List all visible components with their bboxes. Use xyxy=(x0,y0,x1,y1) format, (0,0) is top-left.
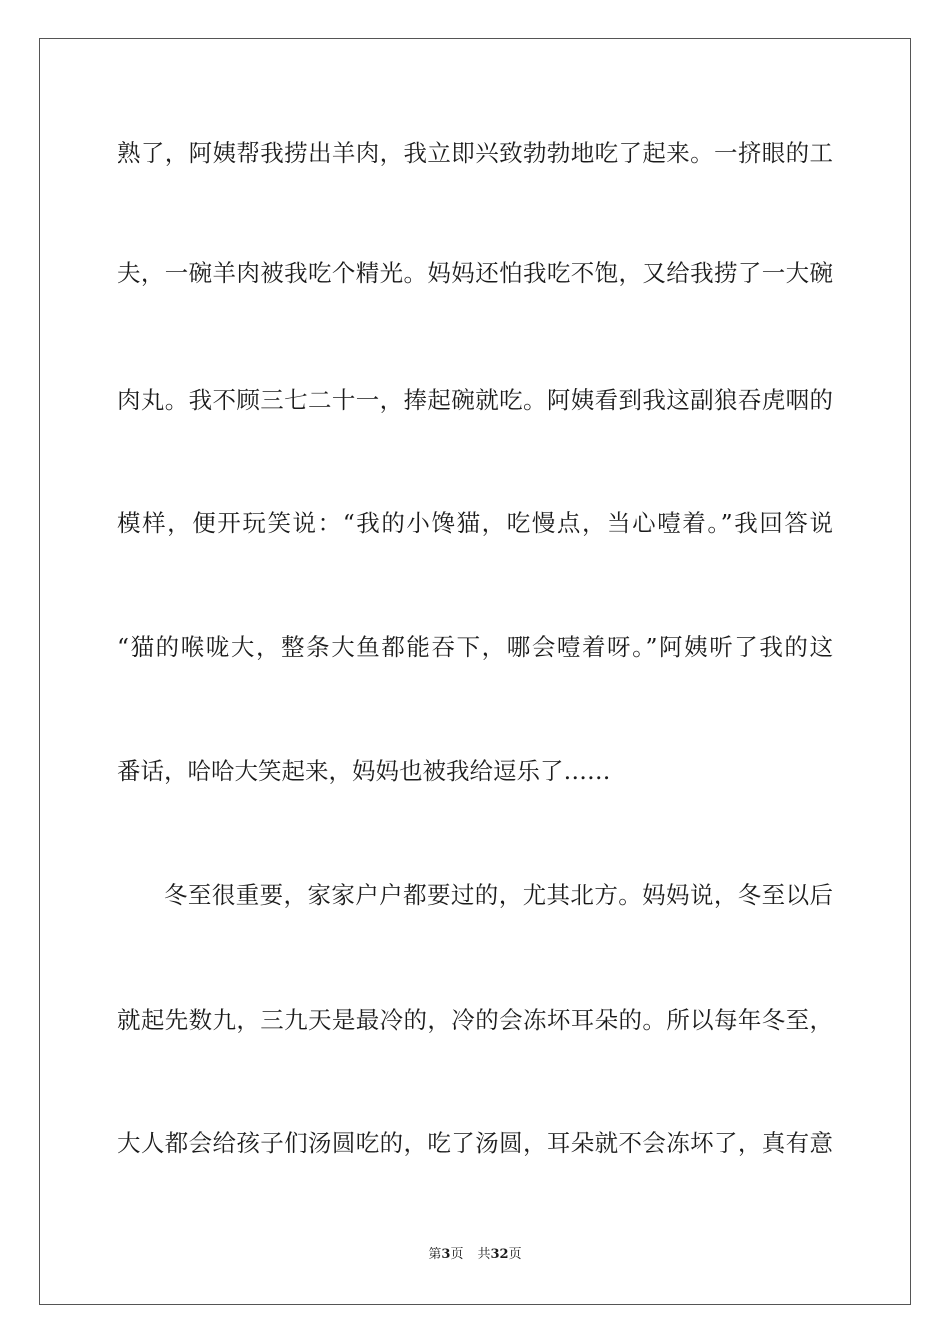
total-prefix: 共 xyxy=(477,1247,491,1262)
paragraph-line-5: “猫的喉咙大，整条大鱼都能吞下，哪会噎着呀。”阿姨听了我的这 xyxy=(117,633,833,661)
total-pages: 32 xyxy=(490,1247,509,1262)
paragraph-line-1: 熟了，阿姨帮我捞出羊肉，我立即兴致勃勃地吃了起来。一挤眼的工 xyxy=(117,139,833,167)
paragraph-line-6: 番话，哈哈大笑起来，妈妈也被我给逗乐了…… xyxy=(117,757,611,785)
paragraph-line-9: 大人都会给孩子们汤圆吃的，吃了汤圆，耳朵就不会冻坏了，真有意 xyxy=(117,1129,833,1157)
paragraph-line-4: 模样，便开玩笑说：“我的小馋猫，吃慢点，当心噎着。”我回答说 xyxy=(117,509,833,537)
total-suffix: 页 xyxy=(508,1247,522,1262)
paragraph-line-3: 肉丸。我不顾三七二十一，捧起碗就吃。阿姨看到我这副狼吞虎咽的 xyxy=(117,386,833,414)
page-prefix: 第 xyxy=(428,1247,442,1262)
page-suffix: 页 xyxy=(450,1247,464,1262)
paragraph-line-2: 夫，一碗羊肉被我吃个精光。妈妈还怕我吃不饱，又给我捞了一大碗 xyxy=(117,259,833,287)
page-number: 3 xyxy=(441,1247,451,1262)
paragraph-line-8: 就起先数九，三九天是最冷的，冷的会冻坏耳朵的。所以每年冬至， xyxy=(117,1006,833,1034)
page-border xyxy=(39,38,911,1305)
paragraph-line-7: 冬至很重要，家家户户都要过的，尤其北方。妈妈说，冬至以后 xyxy=(164,881,833,909)
page-footer xyxy=(0,1246,950,1264)
